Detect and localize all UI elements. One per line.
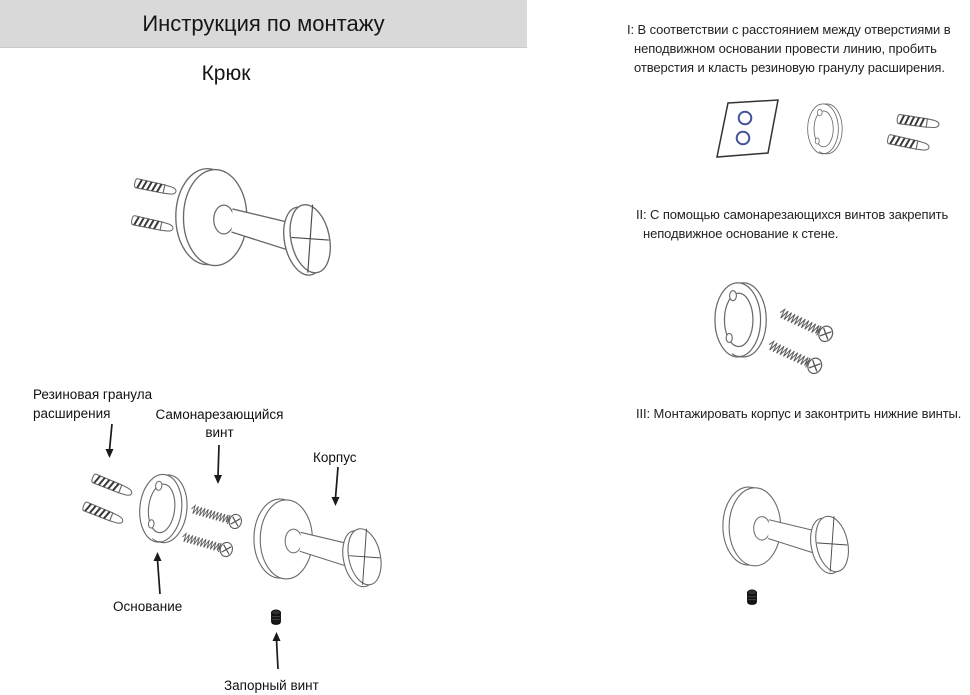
arrow-locking-screw — [273, 632, 281, 669]
drill-template-icon — [717, 100, 778, 157]
label-self-tapping-screw-line2: винт — [205, 425, 234, 440]
step-3-text — [636, 404, 961, 423]
assembled-hook-diagram — [128, 152, 353, 302]
step-3-diagram — [715, 470, 865, 610]
step-2-text — [636, 205, 948, 243]
step-2-line2: неподвижное основание к стене. — [643, 226, 839, 241]
step-1-line1: I: В соответствии с расстоянием между отверстиями в — [627, 22, 951, 37]
label-base: Основание — [113, 599, 183, 614]
arrow-base — [154, 552, 162, 594]
label-locking-screw: Запорный винт — [224, 678, 319, 693]
step-1-diagram — [700, 92, 960, 168]
self-tapping-screw-icon — [766, 337, 824, 375]
step-1-text — [627, 20, 951, 77]
label-body: Корпус — [313, 450, 357, 465]
self-tapping-screw-icon — [777, 305, 835, 343]
wall-plug-icon — [897, 114, 940, 129]
arrow-self-tapping-screw — [214, 445, 222, 484]
wall-plug-icon — [887, 134, 930, 152]
step-2-line1: II: С помощью самонарезающихся винтов закрепить — [636, 207, 949, 222]
mounting-ring-icon — [715, 283, 766, 357]
step-1-line2: неподвижном основании провести линию, пробить — [634, 41, 937, 56]
label-rubber-granule — [33, 385, 152, 423]
header-bar — [0, 0, 527, 48]
hole-marker-icon — [739, 112, 752, 125]
hole-marker-icon — [737, 132, 750, 145]
step-3-line1: III: Монтажировать корпус и законтрить нижние винты. — [636, 406, 962, 421]
label-self-tapping-screw-line1: Самонарезающийся — [155, 407, 284, 422]
arrow-body — [332, 467, 340, 506]
label-rubber-granule-line1: Резиновая гранула — [33, 387, 153, 402]
wall-plug-icon — [134, 178, 177, 196]
hook-body-icon — [176, 169, 345, 282]
product-title: Крюк — [201, 62, 251, 85]
page-title: Инструкция по монтажу — [142, 10, 385, 36]
label-rubber-granule-line2: расширения — [33, 406, 111, 421]
arrow-rubber-granule — [106, 424, 114, 458]
label-self-tapping-screw — [152, 406, 287, 442]
wall-plug-icon — [131, 215, 174, 233]
step-2-diagram — [705, 277, 885, 372]
step-1-line3: отверстия и класть резиновую гранулу расширения. — [634, 60, 945, 75]
hook-body-icon — [723, 487, 860, 579]
mounting-ring-icon — [808, 104, 843, 154]
set-screw-icon — [748, 590, 757, 605]
